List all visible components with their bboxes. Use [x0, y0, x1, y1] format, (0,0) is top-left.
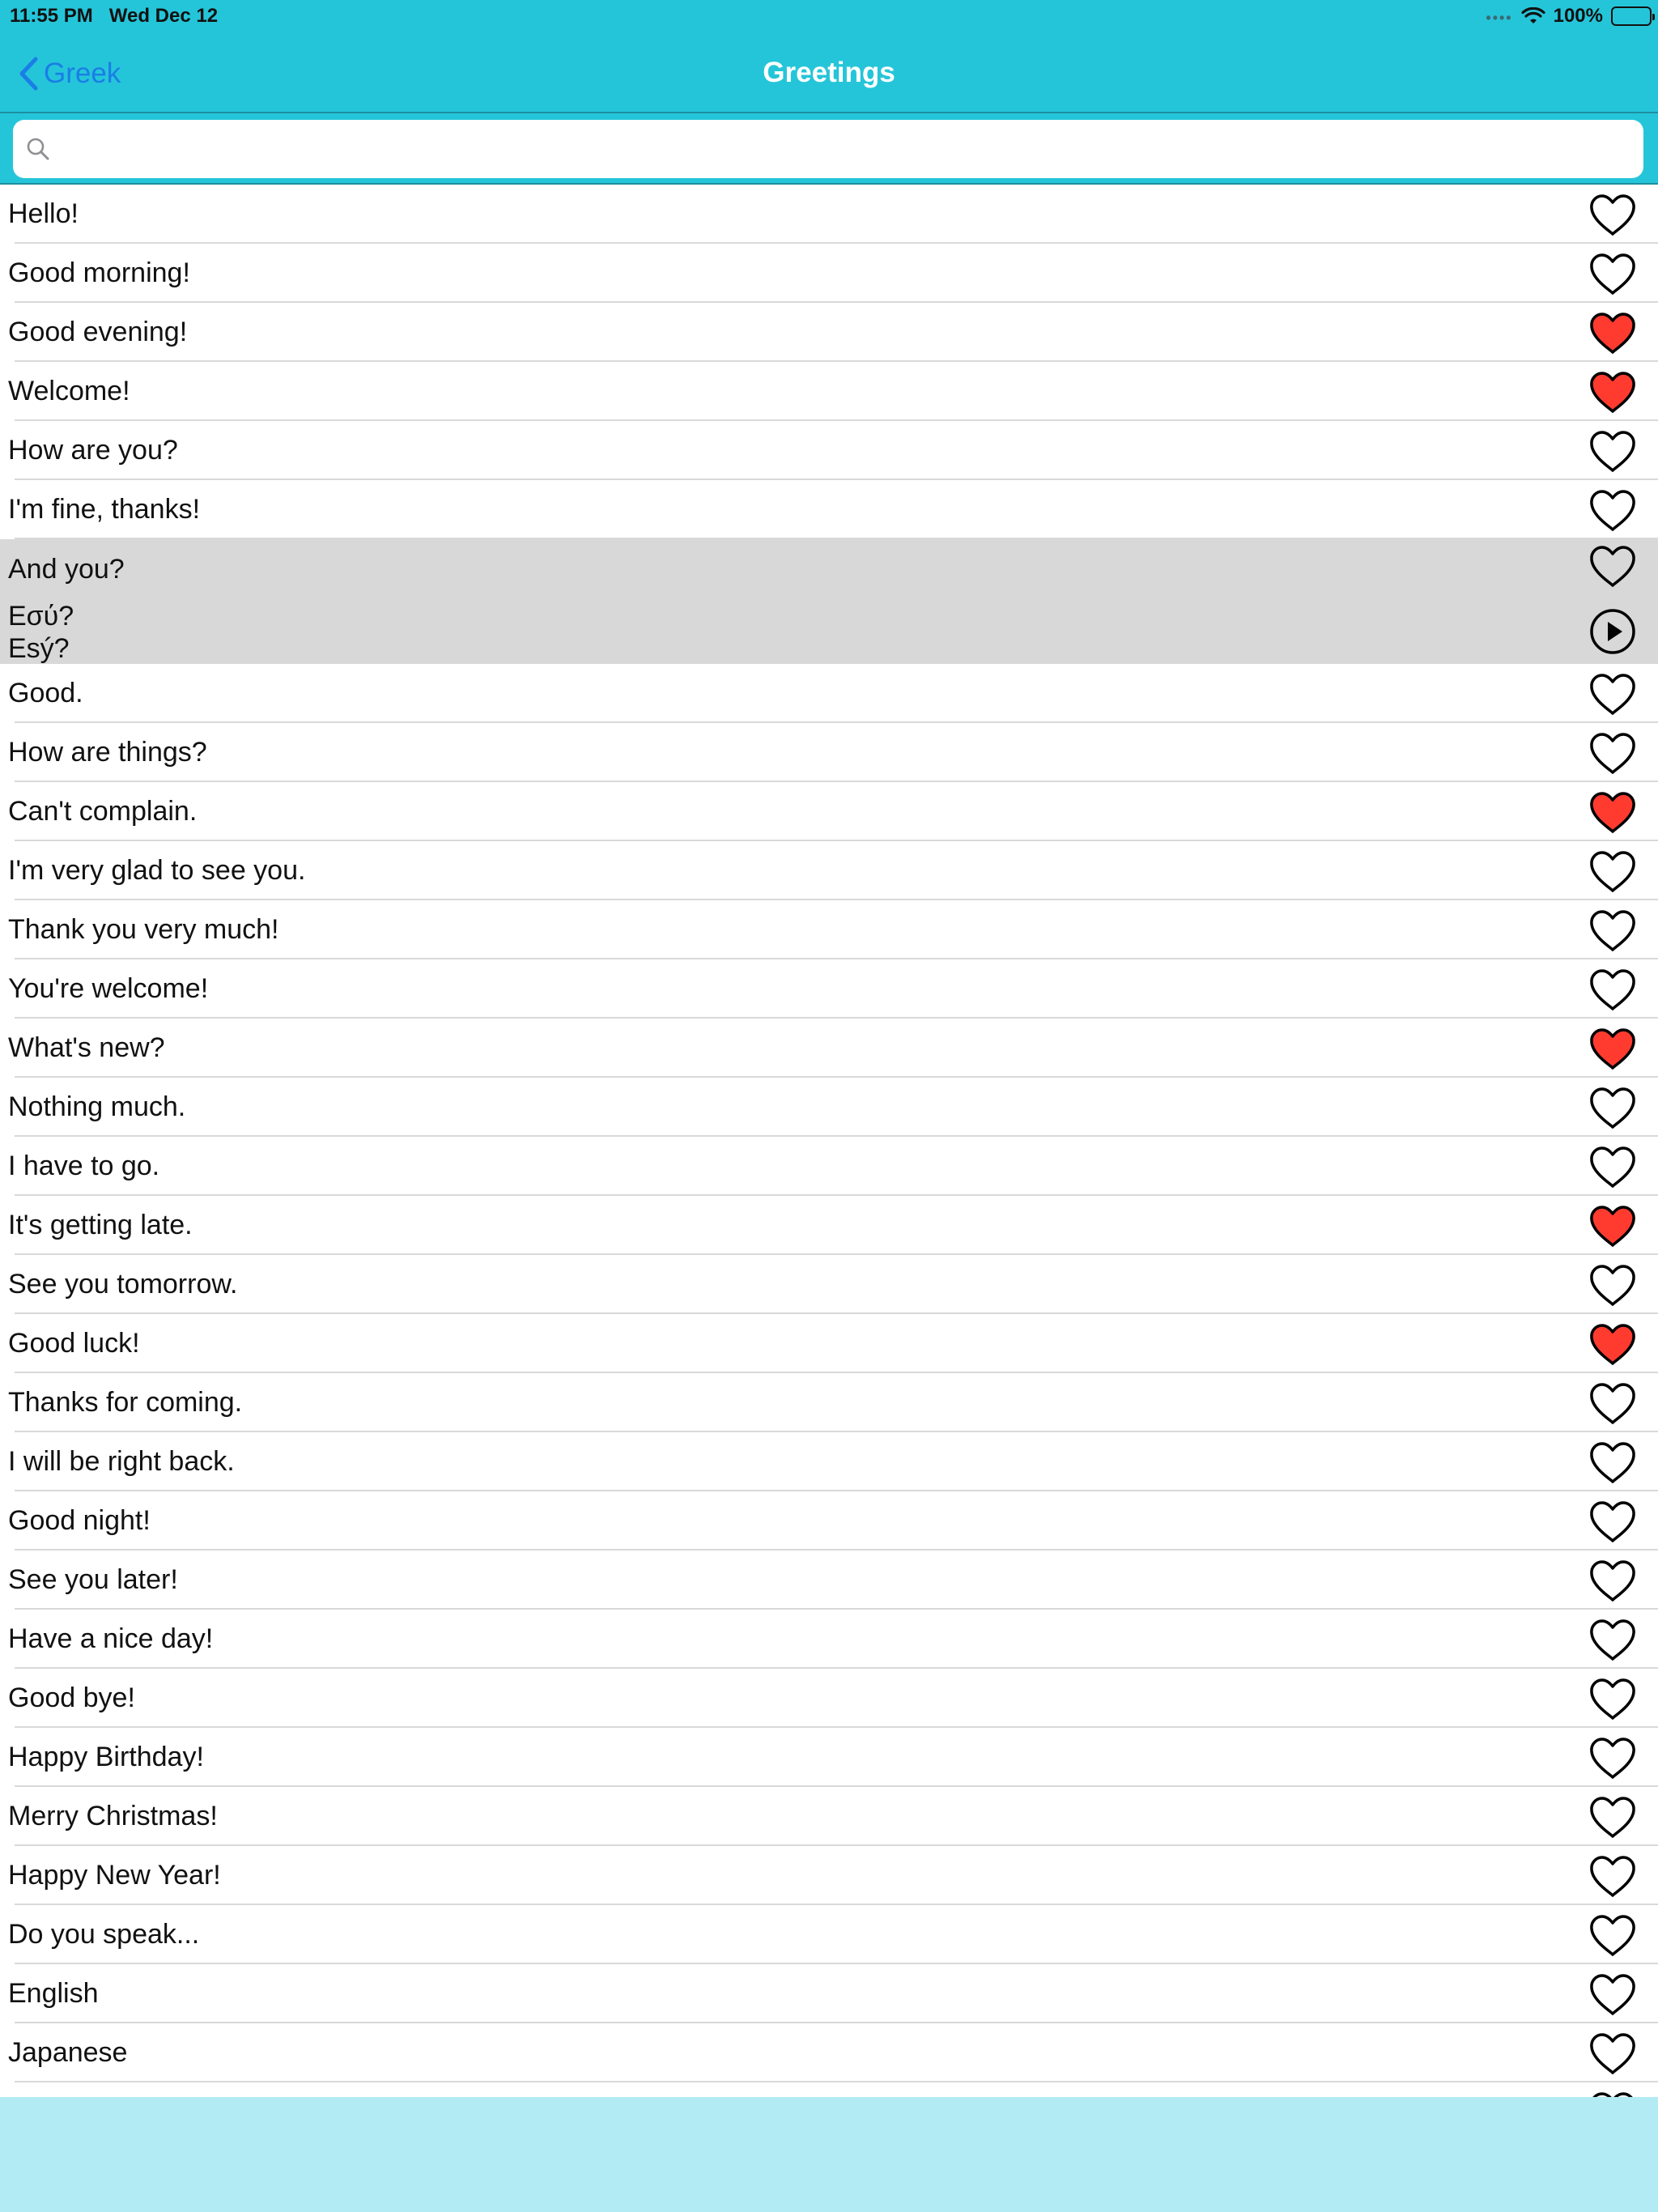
battery-percent: 100% [1553, 5, 1603, 27]
phrase-label: See you tomorrow. [8, 1269, 238, 1300]
phrase-row[interactable] [0, 2023, 1658, 2082]
status-date: Wed Dec 12 [108, 5, 219, 27]
phrase-label: Good luck! [8, 1328, 140, 1359]
heart-outline-icon[interactable] [1588, 2091, 1637, 2097]
heart-outline-icon[interactable] [1588, 1263, 1637, 1308]
phrase-label: How are you? [8, 435, 178, 466]
search-field[interactable] [13, 120, 1643, 178]
heart-filled-icon[interactable] [1588, 1204, 1637, 1249]
phrase-label: Thank you very much! [8, 914, 279, 945]
phrase-row[interactable] [0, 664, 1658, 723]
phrase-label: What's new? [8, 1032, 165, 1063]
search-input[interactable] [60, 125, 1643, 173]
phrase-row[interactable] [0, 1432, 1658, 1491]
phrase-label: English [8, 1978, 99, 2009]
phrase-row[interactable] [0, 841, 1658, 900]
phrase-label: Have a nice day! [8, 1623, 214, 1654]
phrase-label: Good morning! [8, 257, 190, 288]
phrase-label: You're welcome! [8, 973, 209, 1004]
phrase-label: I have to go. [8, 1151, 160, 1181]
phrase-list [0, 185, 1658, 2097]
phrase-label: Good. [8, 678, 83, 708]
phrase-row[interactable] [0, 1669, 1658, 1728]
phrase-label: Happy New Year! [8, 1860, 221, 1891]
phrase-label: How are things? [8, 737, 207, 768]
phrase-row[interactable] [0, 1610, 1658, 1669]
nav-header [0, 0, 1658, 113]
phrase-label: Good night! [8, 1505, 151, 1536]
phrase-row[interactable] [0, 421, 1658, 480]
heart-outline-icon[interactable] [1588, 1736, 1637, 1781]
phrase-label: Nothing much. [8, 1091, 186, 1122]
phrase-row[interactable] [0, 1137, 1658, 1196]
phrase-row[interactable] [0, 1846, 1658, 1905]
phrase-label: Welcome! [8, 376, 130, 406]
phrase-label: Merry Christmas! [8, 1801, 218, 1831]
phrase-row[interactable] [0, 2082, 1658, 2097]
battery-icon [1611, 6, 1652, 26]
heart-outline-icon[interactable] [1588, 488, 1637, 534]
heart-outline-icon[interactable] [1588, 1618, 1637, 1663]
cellular-signal-icon: •••• [1486, 9, 1513, 26]
heart-outline-icon[interactable] [1588, 252, 1637, 297]
phrase-row[interactable] [0, 303, 1658, 362]
phrase-label: Thanks for coming. [8, 1387, 243, 1418]
heart-outline-icon[interactable] [1588, 1913, 1637, 1959]
play-circle-icon[interactable] [1588, 607, 1637, 656]
phrase-row[interactable] [0, 1551, 1658, 1610]
transliteration: Esý? [8, 633, 70, 664]
phrase-label: Japanese [8, 2037, 128, 2068]
status-indicators [1486, 5, 1652, 28]
heart-outline-icon[interactable] [1588, 1795, 1637, 1840]
heart-outline-icon[interactable] [1588, 2031, 1637, 2077]
heart-outline-icon[interactable] [1588, 1381, 1637, 1427]
phrase-label: Good evening! [8, 317, 188, 347]
heart-outline-icon[interactable] [1588, 1972, 1637, 2018]
heart-outline-icon[interactable] [1588, 544, 1637, 589]
heart-outline-icon[interactable] [1588, 968, 1637, 1013]
heart-outline-icon[interactable] [1588, 1440, 1637, 1486]
phrase-label: I'm fine, thanks! [8, 494, 201, 525]
phrase-row[interactable] [0, 1964, 1658, 2023]
heart-outline-icon[interactable] [1588, 1854, 1637, 1899]
phrase-label: See you later! [8, 1564, 178, 1595]
heart-outline-icon[interactable] [1588, 672, 1637, 717]
phrase-label: I will be right back. [8, 1446, 235, 1477]
status-clock: 11:55 PM [10, 5, 93, 27]
phrase-row[interactable] [0, 1491, 1658, 1551]
heart-filled-icon[interactable] [1588, 1322, 1637, 1368]
phrase-label: Happy Birthday! [8, 1742, 204, 1772]
search-icon [24, 135, 52, 163]
heart-filled-icon[interactable] [1588, 1027, 1637, 1072]
phrase-label: Can't complain. [8, 796, 198, 827]
status-bar [0, 0, 1658, 32]
phrase-row-expanded[interactable] [0, 539, 1658, 664]
phrase-row[interactable] [0, 1905, 1658, 1964]
search-bar [0, 113, 1658, 185]
phrase-row[interactable] [0, 723, 1658, 782]
phrase-label: Good bye! [8, 1682, 135, 1713]
phrase-row[interactable] [0, 1373, 1658, 1432]
phrase-label: And you? [8, 554, 125, 585]
phrase-row[interactable] [0, 1196, 1658, 1255]
heart-outline-icon[interactable] [1588, 908, 1637, 954]
phrase-row[interactable] [0, 1787, 1658, 1846]
heart-outline-icon[interactable] [1588, 1559, 1637, 1604]
phrase-row[interactable] [0, 362, 1658, 421]
phrase-label: Hello! [8, 198, 79, 229]
phrase-label: It's getting late. [8, 1210, 193, 1240]
heart-outline-icon[interactable] [1588, 1499, 1637, 1545]
phrase-row[interactable] [0, 185, 1658, 244]
phrase-row[interactable] [0, 782, 1658, 841]
phrase-row[interactable] [0, 959, 1658, 1019]
phrase-label: Do you speak... [8, 1919, 200, 1950]
phrase-row[interactable] [0, 900, 1658, 959]
phrase-row[interactable] [0, 1078, 1658, 1137]
phrase-row[interactable] [0, 480, 1658, 539]
phrase-row[interactable] [0, 1314, 1658, 1373]
heart-outline-icon[interactable] [1588, 849, 1637, 895]
heart-filled-icon[interactable] [1588, 370, 1637, 415]
phrase-row[interactable] [0, 1019, 1658, 1078]
back-label: Greek [44, 57, 121, 89]
heart-filled-icon[interactable] [1588, 311, 1637, 356]
phrase-row[interactable] [0, 1728, 1658, 1787]
phrase-label: I'm very glad to see you. [8, 855, 306, 886]
bottom-bar [0, 2097, 1658, 2212]
status-time [10, 5, 218, 28]
heart-outline-icon[interactable] [1588, 429, 1637, 474]
heart-outline-icon[interactable] [1588, 1677, 1637, 1722]
phrase-row[interactable] [0, 1255, 1658, 1314]
heart-outline-icon[interactable] [1588, 731, 1637, 776]
wifi-icon [1521, 7, 1545, 25]
phrase-row[interactable] [0, 244, 1658, 303]
heart-outline-icon[interactable] [1588, 1145, 1637, 1190]
heart-filled-icon[interactable] [1588, 790, 1637, 836]
heart-outline-icon[interactable] [1588, 1086, 1637, 1131]
heart-outline-icon[interactable] [1588, 193, 1637, 238]
greek-translation: Εσύ? [8, 601, 74, 632]
page-title: Greetings [763, 57, 895, 88]
